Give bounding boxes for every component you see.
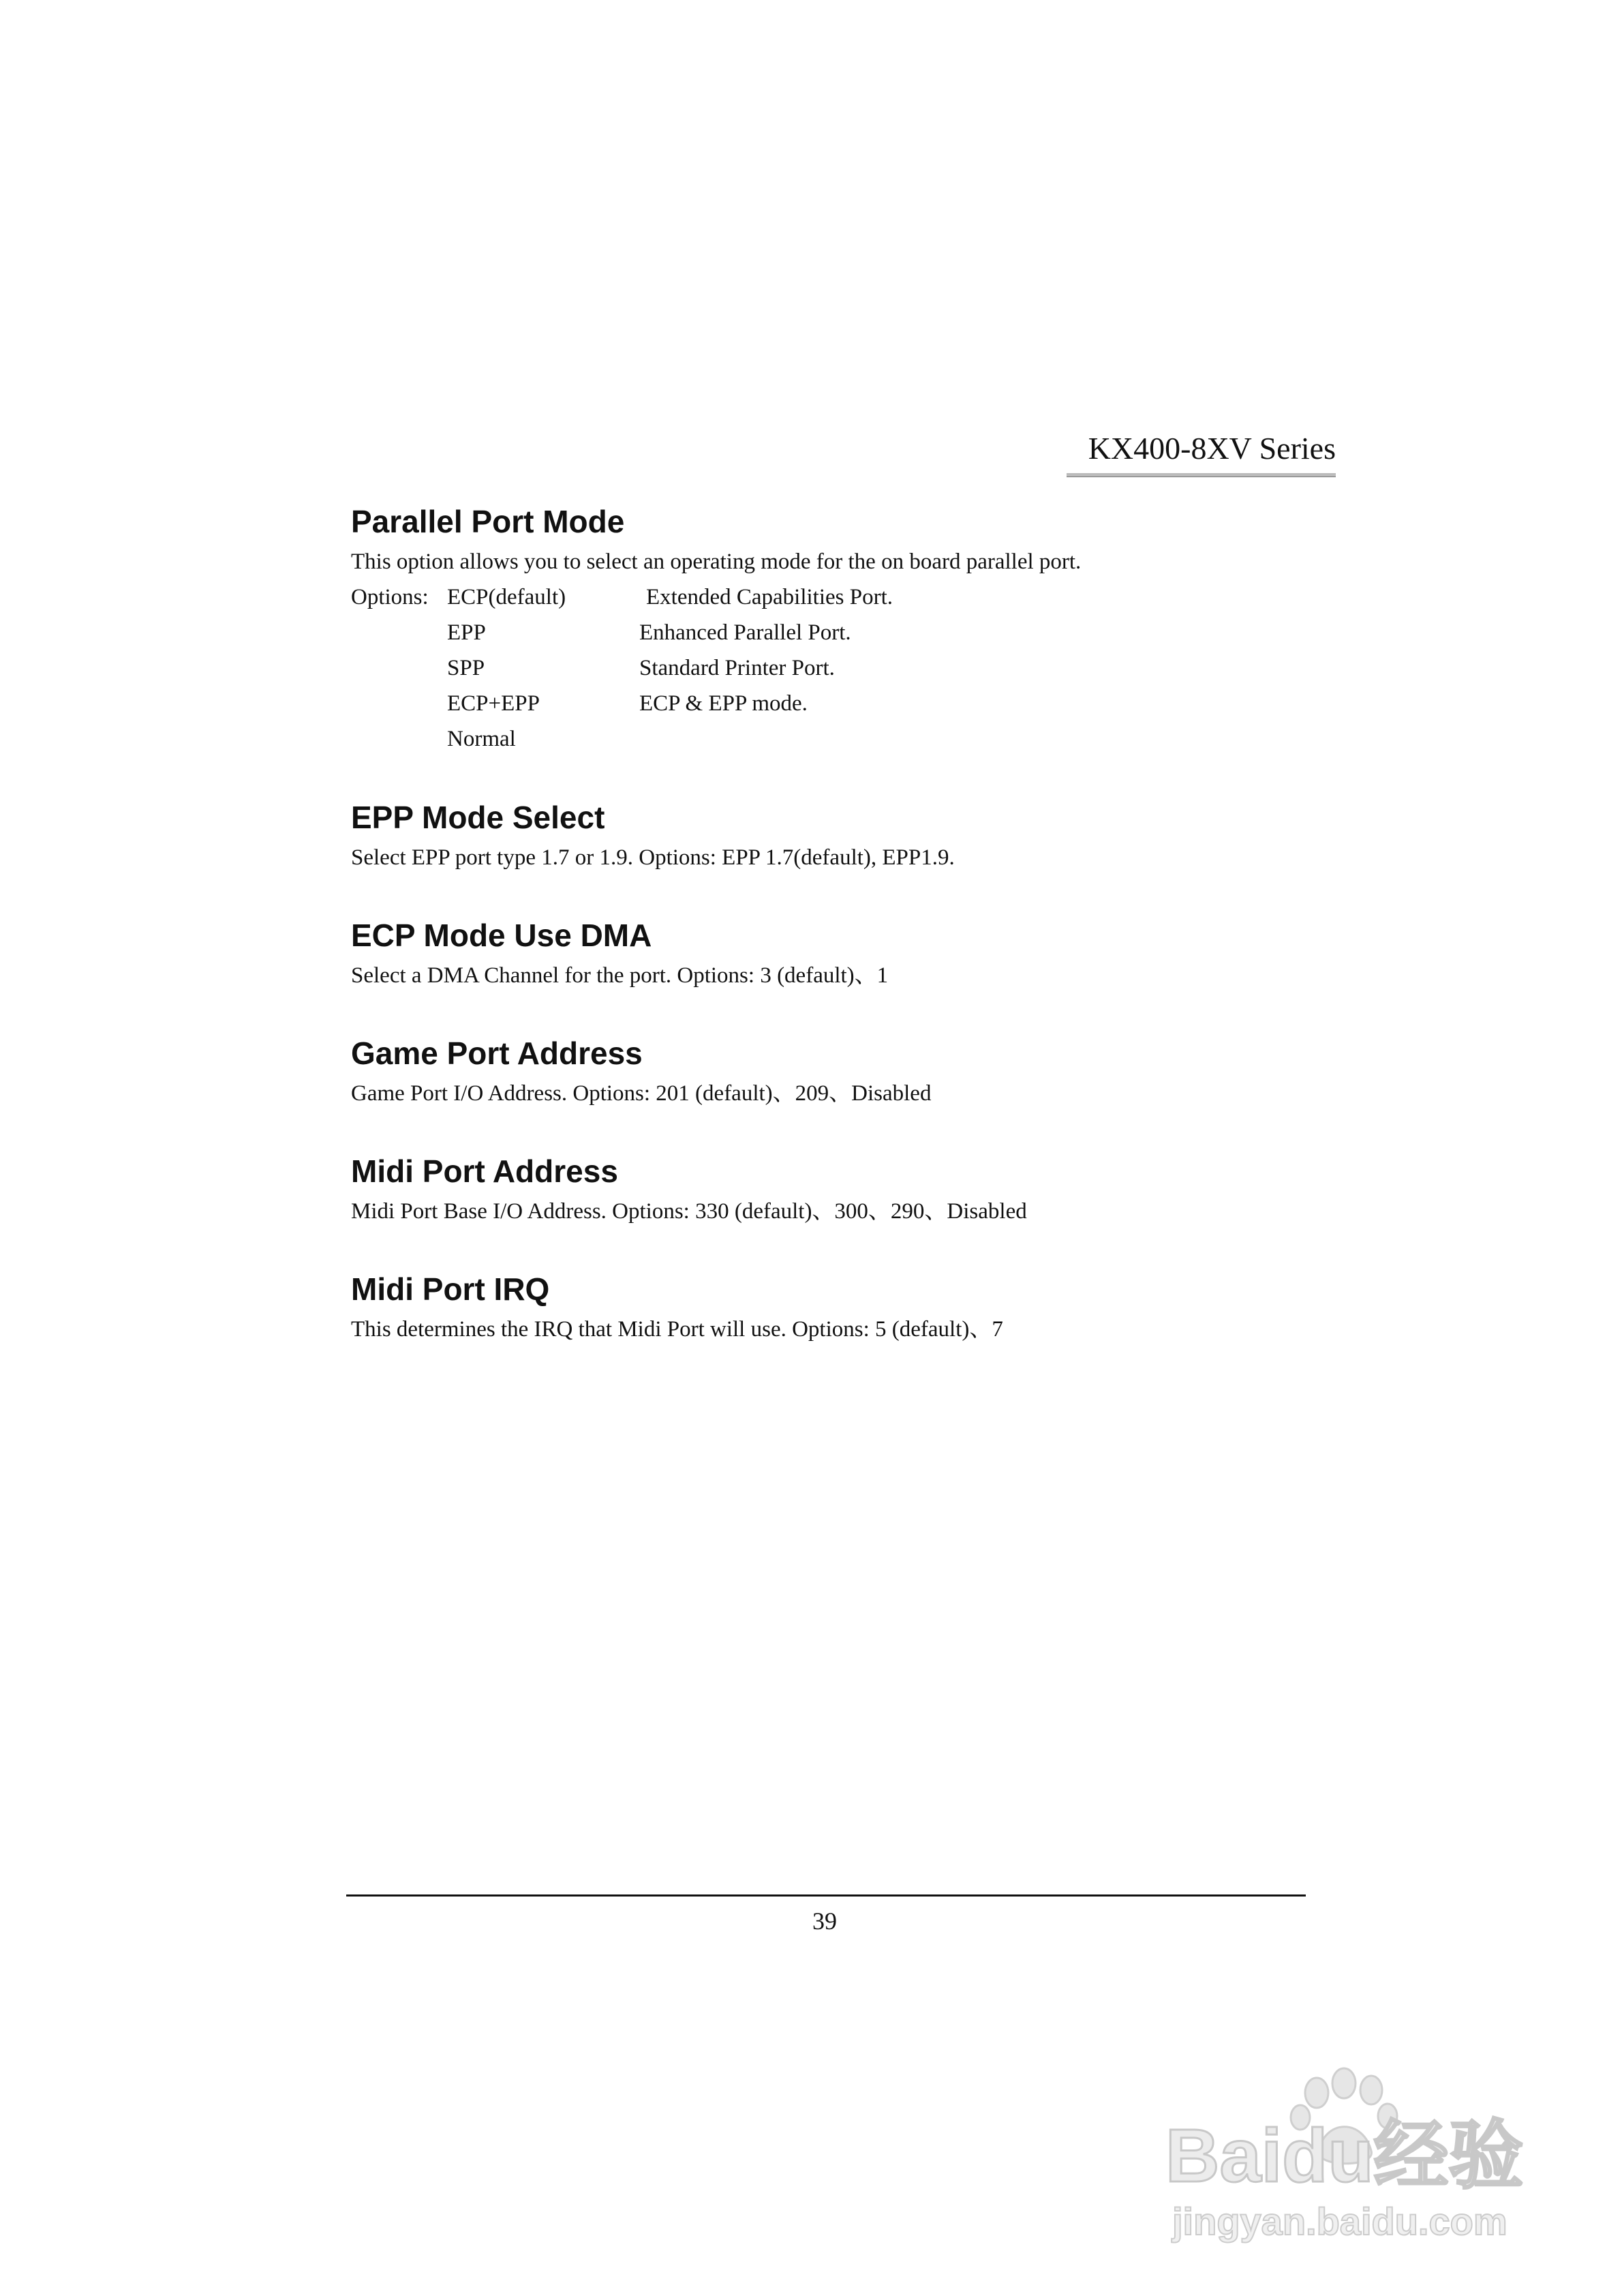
options-table [351, 579, 1373, 757]
section-description: Midi Port Base I/O Address. Options: 330 (default)、300、290、Disabled [351, 1199, 1027, 1224]
header-rule [1067, 473, 1336, 477]
watermark-brand: Baidu经验 [1165, 2114, 1524, 2198]
section-heading: Midi Port Address [351, 1153, 618, 1189]
option-value: ECP+EPP [447, 691, 540, 716]
section-description: This determines the IRQ that Midi Port will use. Options: 5 (default)、7 [351, 1317, 1003, 1342]
option-meaning: Standard Printer Port. [639, 656, 835, 680]
footer-rule [346, 1894, 1306, 1897]
option-value: SPP [447, 656, 485, 680]
option-value: EPP [447, 620, 486, 645]
section-heading: Game Port Address [351, 1036, 643, 1071]
section-heading: Midi Port IRQ [351, 1271, 550, 1307]
option-meaning: ECP & EPP mode. [639, 691, 808, 716]
option-value: ECP(default) [447, 585, 566, 609]
options-label: Options: [351, 585, 429, 609]
section-description: Select a DMA Channel for the port. Options: 3 (default)、1 [351, 963, 889, 988]
section-epp-mode-select [351, 798, 1373, 875]
section-ecp-mode-use-dma [351, 916, 1373, 993]
section-parallel-port-mode [351, 502, 1373, 757]
watermark-url: jingyan.baidu.com [1172, 2200, 1508, 2243]
option-meaning: Enhanced Parallel Port. [639, 620, 851, 645]
section-midi-port-address [351, 1151, 1373, 1229]
section-description: Game Port I/O Address. Options: 201 (default)、209、Disabled [351, 1081, 932, 1106]
section-description: This option allows you to select an operating mode for the on board parallel port. [351, 549, 1082, 574]
section-description: Select EPP port type 1.7 or 1.9. Options: EPP 1.7(default), EPP1.9. [351, 845, 955, 870]
header-series-title: KX400-8XV Series [1088, 431, 1336, 466]
section-heading: EPP Mode Select [351, 800, 605, 835]
section-heading: Parallel Port Mode [351, 504, 625, 539]
section-game-port-address [351, 1033, 1373, 1111]
option-meaning: Extended Capabilities Port. [646, 585, 893, 609]
section-midi-port-irq [351, 1269, 1373, 1347]
option-value: Normal [447, 727, 516, 751]
section-heading: ECP Mode Use DMA [351, 918, 652, 953]
baidu-jingyan-watermark-logo [1159, 2066, 1540, 2250]
page-number: 39 [812, 1907, 837, 1935]
